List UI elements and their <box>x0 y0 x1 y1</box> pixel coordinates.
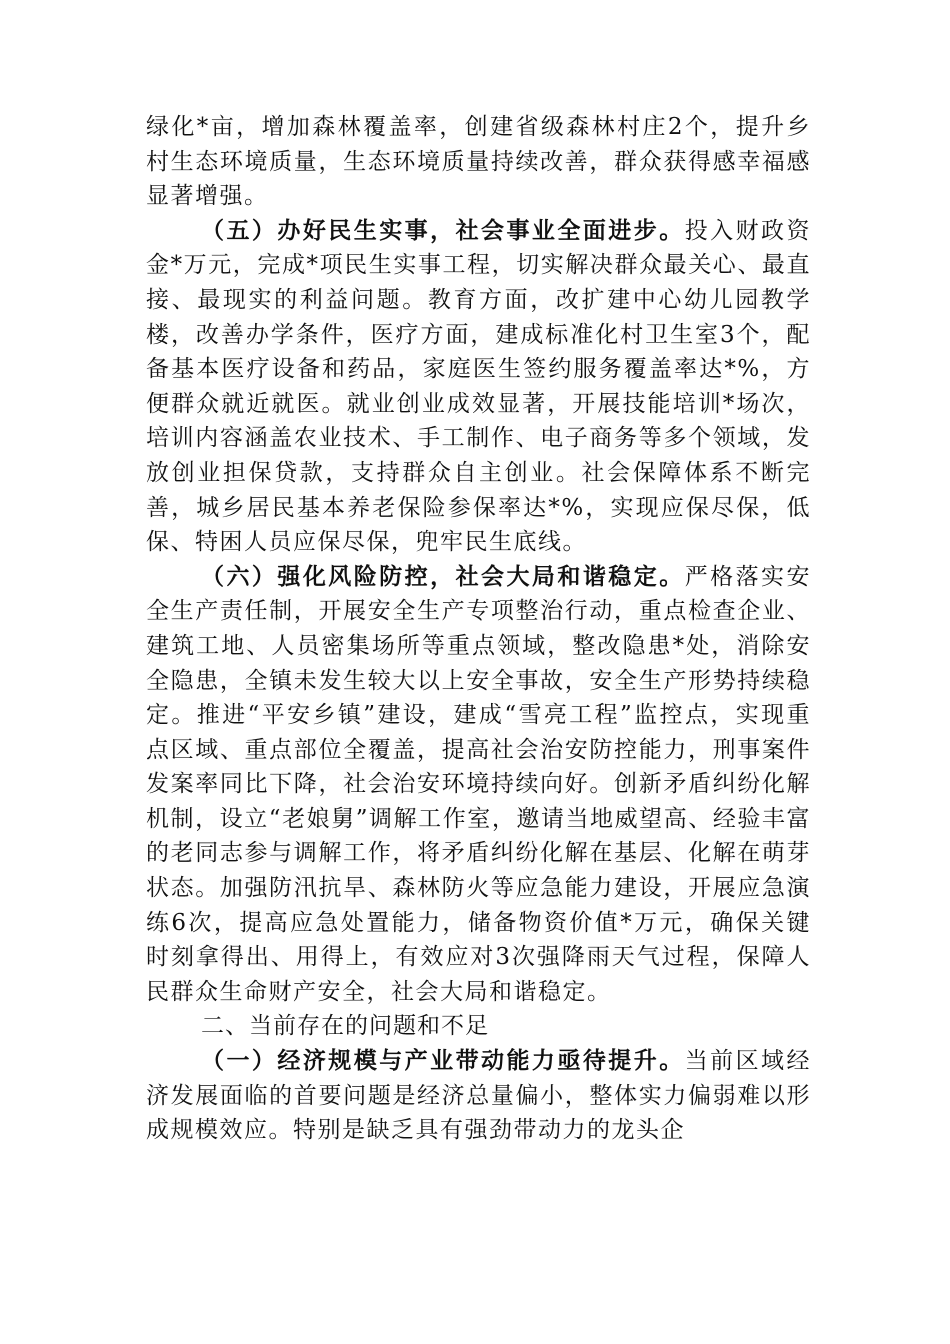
paragraph-risk-control <box>146 560 811 1010</box>
paragraph-ecology-end <box>146 110 811 214</box>
paragraph-text: 严格落实安全生产责任制，开展安全生产专项整治行动，重点检查企业、建筑工地、人员密集场所等重点领域，整改隐患*处，消除安全隐患，全镇未发生较大以上安全事故，安全生产形势持续稳定。推进“平安乡镇”建设，建成“雪亮工程”监控点，实现重点区域、重点部位全覆盖，提高社会治安防控能力，刑事案件发案率同比下降，社会治安环境持续向好。创新矛盾纠纷化解机制，设立“老娘舅”调解工作室，邀请当地威望高、经验丰富的老同志参与调解工作，将矛盾纠纷化解在基层、化解在萌芽状态。加强防汛抗旱、森林防火等应急能力建设，开展应急演练6次，提高应急处置能力，储备物资价值*万元，确保关键时刻拿得出、用得上，有效应对3次强降雨天气过程，保障人民群众生命财产安全，社会大局和谐稳定。 <box>146 563 812 1005</box>
section-heading-problems: 二、当前存在的问题和不足 <box>201 1013 489 1040</box>
paragraph-economy-scale <box>146 1044 811 1148</box>
document-page <box>146 110 811 1148</box>
paragraph-text: 绿化*亩，增加森林覆盖率，创建省级森林村庄2个，提升乡村生态环境质量，生态环境质量持续改善，群众获得感幸福感显著增强。 <box>146 114 811 210</box>
paragraph-text: 当前区域经济发展面临的首要问题是经济总量偏小，整体实力偏弱难以形成规模效应。特别是缺乏具有强劲带动力的龙头企 <box>146 1048 812 1144</box>
section-lead-risk-control: （六）强化风险防控，社会大局和谐稳定。 <box>201 562 685 590</box>
section-lead-livelihood: （五）办好民生实事，社会事业全面进步。 <box>201 216 685 244</box>
paragraph-livelihood <box>146 214 811 560</box>
section-lead-economy-scale: （一）经济规模与产业带动能力亟待提升。 <box>201 1047 685 1075</box>
paragraph-text: 投入财政资金*万元，完成*项民生实事工程，切实解决群众最关心、最直接、最现实的利益问题。教育方面，改扩建中心幼儿园教学楼，改善办学条件，医疗方面，建成标准化村卫生室3个，配备基本医疗设备和药品，家庭医生签约服务覆盖率达*%，方便群众就近就医。就业创业成效显著，开展技能培训*场次，培训内容涵盖农业技术、手工制作、电子商务等多个领域，发放创业担保贷款，支持群众自主创业。社会保障体系不断完善，城乡居民基本养老保险参保率达*%，实现应保尽保，低保、特困人员应保尽保，兜牢民生底线。 <box>146 217 812 556</box>
